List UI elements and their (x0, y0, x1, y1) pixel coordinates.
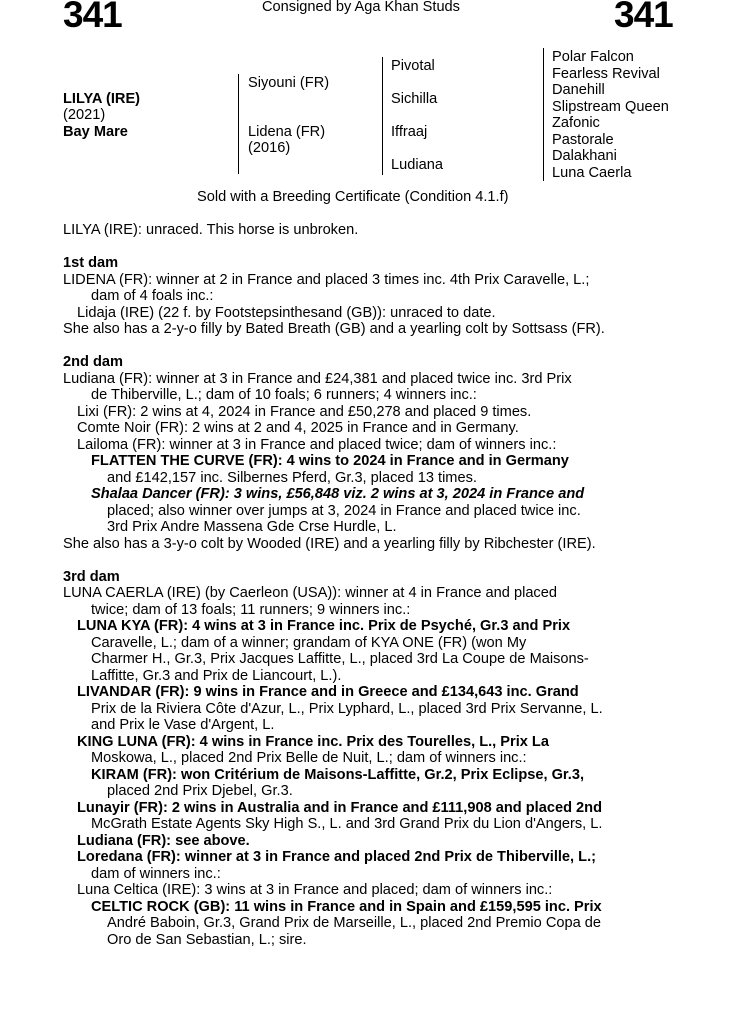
second-dam-line: She also has a 3-y-o colt by Wooded (IRE) and a yearling filly by Ribchester (IRE). (63, 535, 596, 552)
third-dam-line: twice; dam of 13 foals; 11 runners; 9 winners inc.: (91, 601, 411, 618)
gen4-7: Dalakhani (552, 148, 617, 164)
dam-dam: Ludiana (391, 157, 443, 173)
third-dam-line: Loredana (FR): winner at 3 in France and placed 2nd Prix de Thiberville, L.; (77, 849, 596, 865)
third-dam-line: Luna Celtica (IRE): 3 wins at 3 in France and placed; dam of winners inc.: (77, 882, 553, 898)
second-dam-line: Lailoma (FR): winner at 3 in France and placed twice; dam of winners inc.: (77, 436, 557, 453)
second-dam-line: Shalaa Dancer (FR): 3 wins, £56,848 viz. 2 wins at 3, 2024 in France and (91, 486, 585, 502)
lot-number-right: 341 (614, 0, 673, 35)
dam-year: (2016) (248, 140, 291, 156)
horse-name: LILYA (IRE) (63, 91, 141, 107)
gen4-5: Zafonic (552, 115, 600, 131)
sire-dam: Sichilla (391, 91, 438, 107)
second-dam-line: Comte Noir (FR): 2 wins at 2 and 4, 2025 in France and in Germany. (77, 420, 519, 436)
second-dam-line: FLATTEN THE CURVE (FR): 4 wins to 2024 in France and in Germany (91, 453, 569, 469)
second-dam-line: and £142,157 inc. Silbernes Pferd, Gr.3, placed 13 times. (107, 469, 477, 486)
horse-description: Bay Mare (63, 124, 128, 140)
second-dam-heading: 2nd dam (63, 354, 124, 370)
horse-year: (2021) (63, 107, 106, 123)
third-dam-line: Oro de San Sebastian, L.; sire. (107, 931, 307, 948)
gen4-6: Pastorale (552, 131, 614, 148)
first-dam-line: Lidaja (IRE) (22 f. by Footstepsinthesand (GB)): unraced to date. (77, 304, 496, 321)
third-dam-heading: 3rd dam (63, 568, 120, 585)
second-dam-line: Lixi (FR): 2 wins at 4, 2024 in France and £50,278 and placed 9 times. (77, 403, 532, 420)
third-dam-line: CELTIC ROCK (GB): 11 wins in France and in Spain and £159,595 inc. Prix (91, 898, 602, 915)
third-dam-line: placed 2nd Prix Djebel, Gr.3. (107, 783, 293, 799)
third-dam-line: KING LUNA (FR): 4 wins in France inc. Prix des Tourelles, L., Prix La (77, 733, 549, 750)
third-dam-line: Ludiana (FR): see above. (77, 832, 250, 849)
third-dam-line: LIVANDAR (FR): 9 wins in France and in Greece and £134,643 inc. Grand (77, 684, 579, 700)
sire: Siyouni (FR) (248, 75, 330, 91)
breeding-certificate: Sold with a Breeding Certificate (Condition 4.1.f) (197, 189, 509, 205)
second-dam-line: 3rd Prix Andre Massena Gde Crse Hurdle, L. (107, 519, 397, 535)
horse-summary: LILYA (IRE): unraced. This horse is unbroken. (63, 222, 359, 238)
gen4-3: Danehill (552, 82, 605, 98)
second-dam-line: de Thiberville, L.; dam of 10 foals; 6 runners; 4 winners inc.: (91, 387, 477, 403)
dam: Lidena (FR) (248, 124, 326, 140)
second-dam-line: Ludiana (FR): winner at 3 in France and £24,381 and placed twice inc. 3rd Prix (63, 370, 572, 387)
pedigree-divider-3 (543, 48, 544, 181)
gen4-1: Polar Falcon (552, 49, 634, 65)
pedigree-divider-2 (382, 57, 383, 175)
third-dam-line: Prix de la Riviera Côte d'Azur, L., Prix Lyphard, L., placed 3rd Prix Servanne, L. (91, 700, 603, 717)
first-dam-line: She also has a 2-y-o filly by Bated Breath (GB) and a yearling colt by Sottsass (FR). (63, 321, 605, 337)
first-dam-heading: 1st dam (63, 255, 119, 271)
third-dam-line: Charmer H., Gr.3, Prix Jacques Laffitte, L., placed 3rd La Coupe de Maisons- (91, 651, 589, 667)
third-dam-line: André Baboin, Gr.3, Grand Prix de Marseille, L., placed 2nd Premio Copa de (107, 915, 602, 931)
third-dam-line: KIRAM (FR): won Critérium de Maisons-Laffitte, Gr.2, Prix Eclipse, Gr.3, (91, 766, 585, 783)
lot-number-left: 341 (63, 0, 122, 35)
consignor: Consigned by Aga Khan Studs (262, 0, 460, 15)
gen4-8: Luna Caerla (552, 164, 632, 181)
third-dam-line: Moskowa, L., placed 2nd Prix Belle de Nuit, L.; dam of winners inc.: (91, 750, 527, 766)
catalogue-text (63, 222, 743, 948)
third-dam-line: and Prix le Vase d'Argent, L. (91, 717, 275, 733)
third-dam-line: Caravelle, L.; dam of a winner; grandam of KYA ONE (FR) (won My (91, 634, 527, 651)
third-dam-line: LUNA KYA (FR): 4 wins at 3 in France inc. Prix de Psyché, Gr.3 and Prix (77, 618, 571, 634)
third-dam-line: LUNA CAERLA (IRE) (by Caerleon (USA)): winner at 4 in France and placed (63, 585, 557, 601)
third-dam-line: Lunayir (FR): 2 wins in Australia and in France and £111,908 and placed 2nd (77, 799, 602, 816)
second-dam-line: placed; also winner over jumps at 3, 2024 in France and placed twice inc. (107, 502, 581, 519)
gen4-4: Slipstream Queen (552, 98, 669, 115)
dam-sire: Iffraaj (391, 124, 428, 140)
gen4-2: Fearless Revival (552, 65, 660, 82)
pedigree-divider-1 (238, 74, 239, 174)
third-dam-line: McGrath Estate Agents Sky High S., L. and 3rd Grand Prix du Lion d'Angers, L. (91, 816, 603, 832)
first-dam-line: dam of 4 foals inc.: (91, 288, 214, 304)
third-dam-line: dam of winners inc.: (91, 865, 221, 882)
sire-sire: Pivotal (391, 58, 435, 74)
third-dam-line: Laffitte, Gr.3 and Prix de Liancourt, L.). (91, 667, 342, 684)
first-dam-line: LIDENA (FR): winner at 2 in France and placed 3 times inc. 4th Prix Caravelle, L.; (63, 271, 590, 288)
